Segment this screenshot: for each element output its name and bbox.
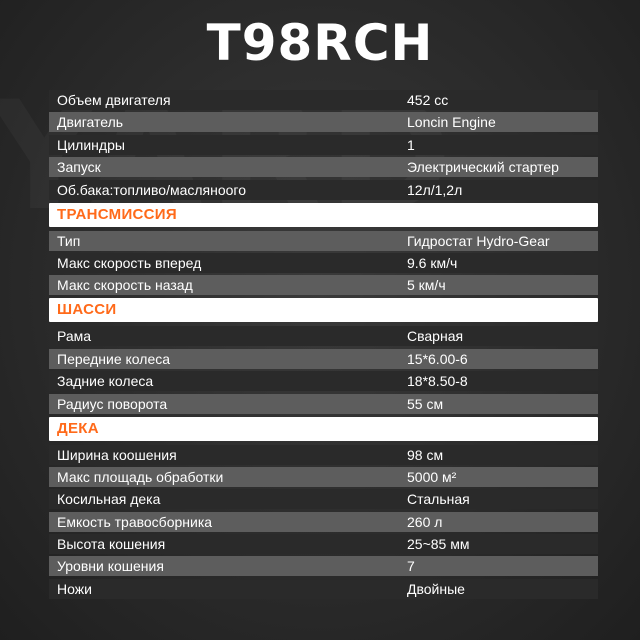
spec-row [49, 180, 598, 200]
spec-label: Об.бака:топливо/масляноого [57, 181, 247, 198]
spec-label: Цилиндры [57, 136, 125, 153]
spec-value: 18*8.50-8 [407, 373, 468, 390]
spec-value: 452 cc [407, 92, 449, 108]
spec-value: 5000 м² [407, 468, 457, 485]
spec-value: Двойные [407, 580, 465, 597]
spec-value: 25~85 мм [407, 536, 470, 553]
spec-row [49, 534, 598, 554]
spec-label: Двигатель [57, 114, 124, 131]
spec-row [49, 326, 598, 346]
spec-value: 1 [407, 136, 415, 153]
spec-label: Макс скорость вперед [57, 254, 202, 271]
spec-row [49, 112, 598, 132]
spec-row [49, 157, 598, 177]
spec-value: Стальная [407, 491, 470, 508]
spec-row [49, 394, 598, 414]
spec-row [49, 371, 598, 391]
spec-row [49, 253, 598, 273]
spec-label: Передние колеса [57, 350, 171, 367]
spec-value: Сварная [407, 328, 464, 345]
spec-label: Запуск [57, 159, 101, 176]
spec-row [49, 467, 598, 487]
spec-row [49, 275, 598, 295]
spec-row [49, 349, 598, 369]
spec-value: Loncin Engine [407, 114, 496, 131]
section-title: ШАССИ [57, 301, 117, 319]
spec-label: Рама [57, 328, 92, 345]
spec-value: 7 [407, 558, 415, 575]
section-header-deck [49, 417, 598, 441]
spec-row [49, 135, 598, 155]
spec-label: Задние колеса [57, 373, 154, 390]
spec-row [49, 579, 598, 599]
spec-value: 98 см [407, 446, 444, 463]
spec-label: Ширина коошения [57, 446, 177, 463]
spec-row [49, 489, 598, 509]
spec-label: Объем двигателя [57, 92, 171, 108]
spec-row [49, 90, 598, 110]
spec-value: 15*6.00-6 [407, 350, 468, 367]
spec-label: Радиус поворота [57, 395, 168, 412]
spec-value: 12л/1,2л [407, 181, 463, 198]
spec-value: 5 км/ч [407, 277, 446, 294]
spec-label: Емкость травосборника [57, 513, 213, 530]
spec-row [49, 231, 598, 251]
spec-label: Уровни кошения [57, 558, 164, 575]
spec-value: 9.6 км/ч [407, 254, 458, 271]
spec-row [49, 512, 598, 532]
spec-label: Макс площадь обработки [57, 468, 224, 485]
spec-label: Косильная дека [57, 491, 161, 508]
spec-label: Высота кошения [57, 536, 166, 553]
section-title: ТРАНСМИССИЯ [57, 205, 177, 223]
spec-label: Тип [57, 232, 81, 249]
section-header-chassis [49, 298, 598, 322]
spec-row [49, 556, 598, 576]
spec-value: 55 см [407, 395, 444, 412]
page-title: T98RCH [206, 14, 434, 72]
spec-label: Ножи [57, 580, 92, 597]
spec-table [49, 90, 598, 601]
spec-row [49, 445, 598, 465]
spec-value: Электрический стартер [407, 159, 559, 176]
spec-label: Макс скорость назад [57, 277, 193, 294]
section-title: ДЕКА [57, 419, 99, 437]
spec-value: 260 л [407, 513, 443, 530]
section-header-transmission [49, 203, 598, 227]
spec-value: Гидростат Hydro-Gear [407, 232, 550, 249]
